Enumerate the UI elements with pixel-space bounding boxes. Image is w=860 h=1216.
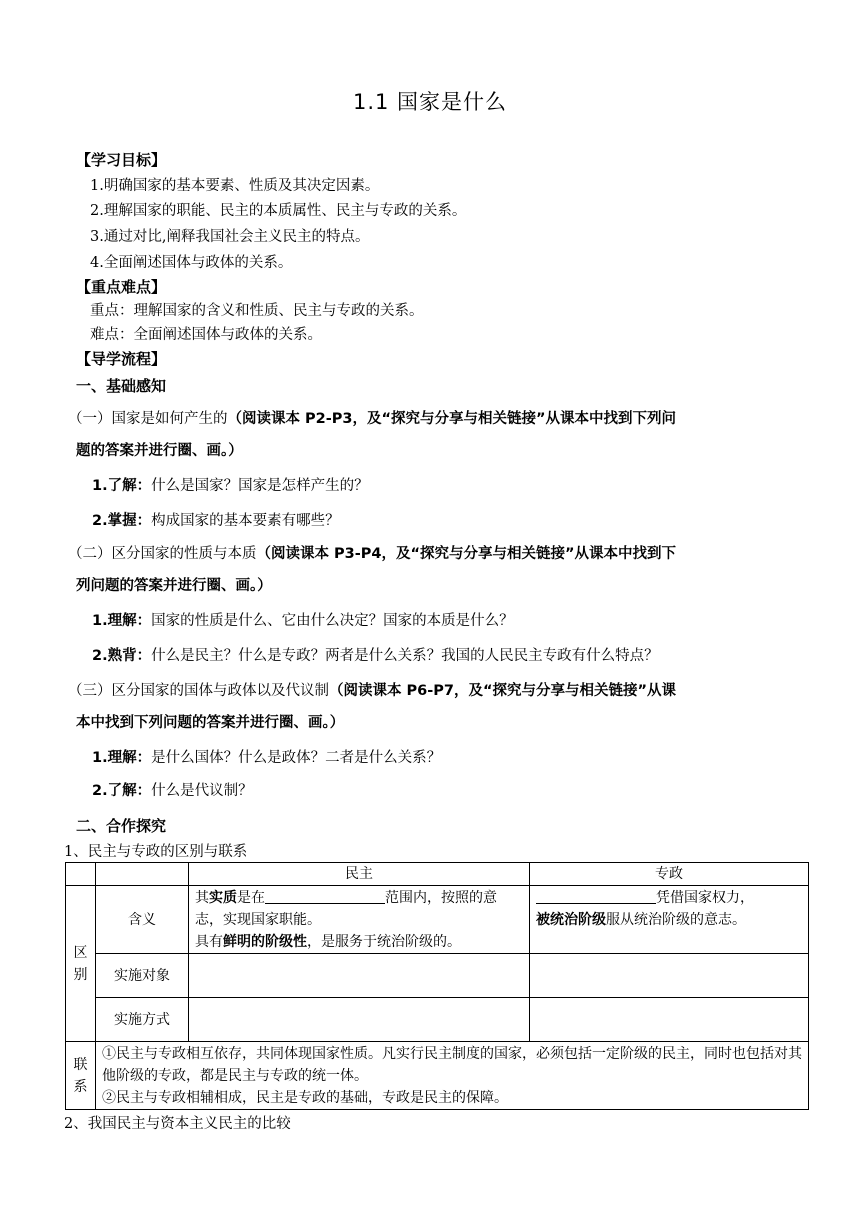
part3-note-cont: 本中找到下列问题的答案并进行圈、画。） — [76, 715, 345, 731]
text: 凭借国家权力， — [656, 890, 754, 906]
question-label: 1.理解： — [92, 613, 152, 629]
part3-line1 — [68, 681, 676, 701]
table-corner — [96, 863, 189, 886]
page-title: 1.1 国家是什么 — [352, 90, 508, 114]
democracy-dictatorship-table — [65, 862, 809, 1110]
key-point-focus: 重点：理解国家的含义和性质、民主与专政的关系。 — [90, 303, 424, 319]
part1-lead: （一）国家是如何产生的 — [68, 411, 228, 427]
row-group-label: 区别 — [73, 944, 88, 983]
question-label: 2.掌握： — [92, 513, 152, 529]
text: 服从统治阶级的意志。 — [606, 912, 746, 928]
part3-question-2 — [92, 781, 253, 801]
text: ，是服务于统治阶级的。 — [307, 934, 461, 950]
row-label-method: 实施方式 — [96, 998, 189, 1042]
question-text: 构成国家的基本要素有哪些？ — [151, 513, 340, 529]
text: 其 — [195, 890, 209, 906]
guide-heading: 【导学流程】 — [76, 350, 167, 368]
question-text: 什么是国家？国家是怎样产生的？ — [151, 478, 369, 494]
question-label: 2.了解： — [92, 783, 152, 799]
part1-note: （阅读课本 P2-P3，及“探究与分享与相关链接”从课本中找到下列问 — [227, 411, 677, 427]
part2-note-cont: 列问题的答案并进行圈、画。） — [76, 578, 272, 594]
part3-question-1 — [92, 748, 441, 768]
text: 是在 — [237, 890, 265, 906]
emphasis: 鲜明的阶级性 — [223, 934, 307, 950]
fill-blank[interactable] — [265, 889, 385, 904]
objective-item: 4.全面阐述国体与政体的关系。 — [90, 255, 293, 271]
section2-sub2: 2、我国民主与资本主义民主的比较 — [64, 1116, 291, 1132]
question-text: 什么是代议制？ — [151, 783, 253, 799]
key-points-heading: 【重点难点】 — [76, 278, 167, 296]
text: 具有 — [195, 934, 223, 950]
row-label-target: 实施对象 — [96, 954, 189, 998]
cell-dictatorship-meaning — [530, 886, 809, 954]
cell-dictatorship-target[interactable] — [530, 954, 809, 998]
question-label: 1.了解： — [92, 478, 152, 494]
part1-line1 — [68, 409, 676, 429]
row-group-link — [66, 1042, 96, 1110]
section2-sub1: 1、民主与专政的区别与联系 — [64, 844, 248, 860]
part2-question-2 — [92, 646, 659, 666]
part3-lead: （三）区分国家的国体与政体以及代议制 — [68, 683, 329, 699]
question-label: 1.理解： — [92, 750, 152, 766]
objective-item: 2.理解国家的职能、民主的本质属性、民主与专政的关系。 — [90, 203, 467, 219]
part2-question-1 — [92, 611, 514, 631]
objective-item: 3.通过对比,阐释我国社会主义民主的特点。 — [90, 229, 370, 245]
text: 范围内，按照的意志，实现国家职能。 — [195, 890, 497, 928]
question-label: 2.熟背： — [92, 648, 152, 664]
part3-note: （阅读课本 P6-P7，及“探究与分享与相关链接”从课 — [329, 683, 677, 699]
section1-heading: 一、基础感知 — [76, 377, 167, 395]
part2-line1 — [68, 544, 676, 564]
question-text: 是什么国体？什么是政体？二者是什么关系？ — [151, 750, 442, 766]
cell-democracy-target[interactable] — [189, 954, 530, 998]
part2-lead: （二）区分国家的性质与本质 — [68, 546, 257, 562]
part1-note-cont: 题的答案并进行圈、画。） — [76, 443, 243, 459]
col-header-democracy: 民主 — [189, 863, 530, 886]
part2-note: （阅读课本 P3-P4，及“探究与分享与相关链接”从课本中找到下 — [256, 546, 677, 562]
fill-blank[interactable] — [536, 889, 656, 904]
col-header-dictatorship: 专政 — [530, 863, 809, 886]
cell-democracy-method[interactable] — [189, 998, 530, 1042]
cell-link-content — [96, 1042, 809, 1110]
emphasis: 被统治阶级 — [536, 912, 606, 928]
key-point-difficulty: 难点：全面阐述国体与政体的关系。 — [90, 327, 322, 343]
link-point-1: ①民主与专政相互依存，共同体现国家性质。凡实行民主制度的国家，必须包括一定阶级的民主，同时也包括对其他阶级的专政，都是民主与专政的统一体。 — [102, 1045, 802, 1084]
part1-question-2 — [92, 511, 340, 531]
emphasis: 实质 — [209, 890, 237, 906]
row-group-difference — [66, 886, 96, 1042]
row-group-label: 联系 — [73, 1056, 88, 1095]
section2-heading: 二、合作探究 — [76, 817, 167, 835]
objective-item: 1.明确国家的基本要素、性质及其决定因素。 — [90, 178, 380, 194]
row-label-meaning: 含义 — [96, 886, 189, 954]
cell-democracy-meaning — [189, 886, 530, 954]
question-text: 国家的性质是什么、它由什么决定？国家的本质是什么？ — [151, 613, 514, 629]
part1-question-1 — [92, 476, 369, 496]
link-point-2: ②民主与专政相辅相成，民主是专政的基础，专政是民主的保障。 — [102, 1089, 508, 1106]
objectives-heading: 【学习目标】 — [76, 151, 167, 169]
table-corner — [66, 863, 96, 886]
cell-dictatorship-method[interactable] — [530, 998, 809, 1042]
question-text: 什么是民主？什么是专政？两者是什么关系？我国的人民民主专政有什么特点？ — [151, 648, 659, 664]
